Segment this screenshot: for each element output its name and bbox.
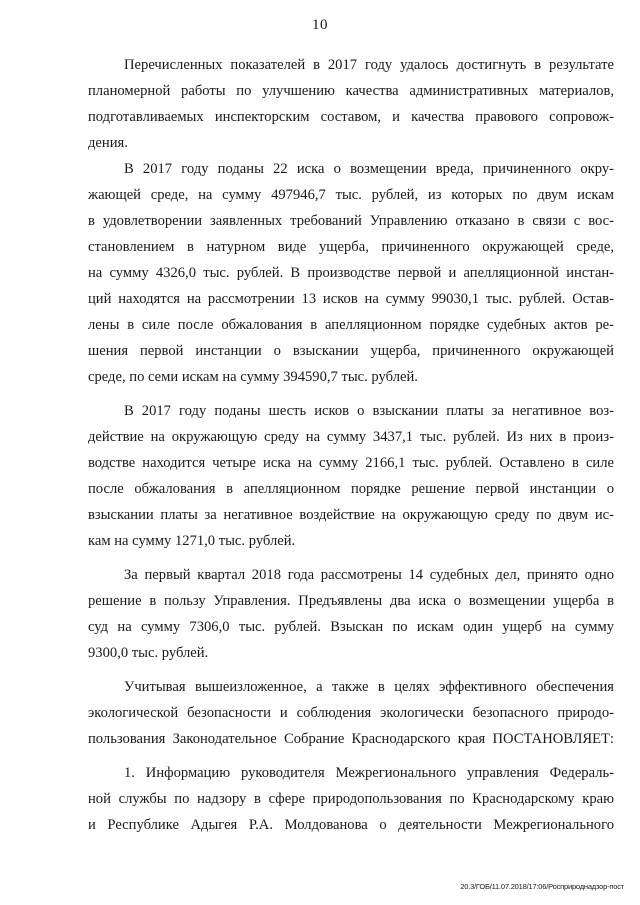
text-line: ной службы по надзору в сфере природопользования по Краснодарскому краю — [88, 791, 614, 807]
text-line: становлением в натурном виде ущерба, причиненного окружающей среде, — [88, 239, 614, 255]
text-line: 1. Информацию руководителя Межрегионального управления Федераль- — [124, 765, 614, 781]
text-line: подготавливаемых инспекторским составом, и качества правового сопровож- — [88, 109, 614, 125]
text-line: пользования Законодательное Собрание Краснодарского края ПОСТАНОВЛЯЕТ: — [88, 731, 614, 747]
text-line: В 2017 году поданы шесть исков о взыскании платы за негативное воз- — [124, 403, 614, 419]
text-line: За первый квартал 2018 года рассмотрены 14 судебных дел, принято одно — [124, 567, 614, 583]
text-line: лены в силе после обжалования в апелляционном порядке судебных актов ре- — [88, 317, 614, 333]
text-line: экологической безопасности и соблюдения экологически безопасного природо- — [88, 705, 614, 721]
text-line: ций находятся на рассмотрении 13 исков на сумму 99030,1 тыс. рублей. Остав- — [88, 291, 614, 307]
text-line: среде, по семи искам на сумму 394590,7 тыс. рублей. — [88, 369, 418, 385]
text-line: Учитывая вышеизложенное, а также в целях эффективного обеспечения — [124, 679, 614, 695]
text-line: кам на сумму 1271,0 тыс. рублей. — [88, 533, 296, 549]
text-line: Перечисленных показателей в 2017 году удалось достигнуть в результате — [124, 57, 614, 73]
text-line: дения. — [88, 135, 128, 151]
text-line: на сумму 4326,0 тыс. рублей. В производстве первой и апелляционной инстан- — [88, 265, 614, 281]
text-line: шения первой инстанции о взыскании ущерба, причиненного окружающей — [88, 343, 614, 359]
text-line: жающей среде, на сумму 497946,7 тыс. рублей, из которых по двум искам — [88, 187, 614, 203]
text-line: водстве находится четыре иска на сумму 2166,1 тыс. рублей. Оставлено в силе — [88, 455, 614, 471]
document-footer: 20.3/ГОБ/11.07.2018/17:06/Росприроднадзор-пост — [460, 882, 624, 891]
text-line: планомерной работы по улучшению качества административных материалов, — [88, 83, 614, 99]
text-line: действие на окружающую среду на сумму 3437,1 тыс. рублей. Из них в произ- — [88, 429, 614, 445]
text-line: после обжалования в апелляционном порядке решение первой инстанции о — [88, 481, 614, 497]
text-line: В 2017 году поданы 22 иска о возмещении вреда, причиненного окру- — [124, 161, 614, 177]
text-line: решение в пользу Управления. Предъявлены два иска о возмещении ущерба в — [88, 593, 614, 609]
text-line: суд на сумму 7306,0 тыс. рублей. Взыскан по искам один ущерб на сумму — [88, 619, 614, 635]
text-line: и Республике Адыгея Р.А. Молдованова о деятельности Межрегионального — [88, 817, 614, 833]
text-line: в удовлетворении заявленных требований Управлению отказано в связи с вос- — [88, 213, 614, 229]
page-number: 10 — [312, 17, 328, 33]
text-line: 9300,0 тыс. рублей. — [88, 645, 209, 661]
text-line: взыскании платы за негативное воздействие на окружающую среду по двум ис- — [88, 507, 614, 523]
